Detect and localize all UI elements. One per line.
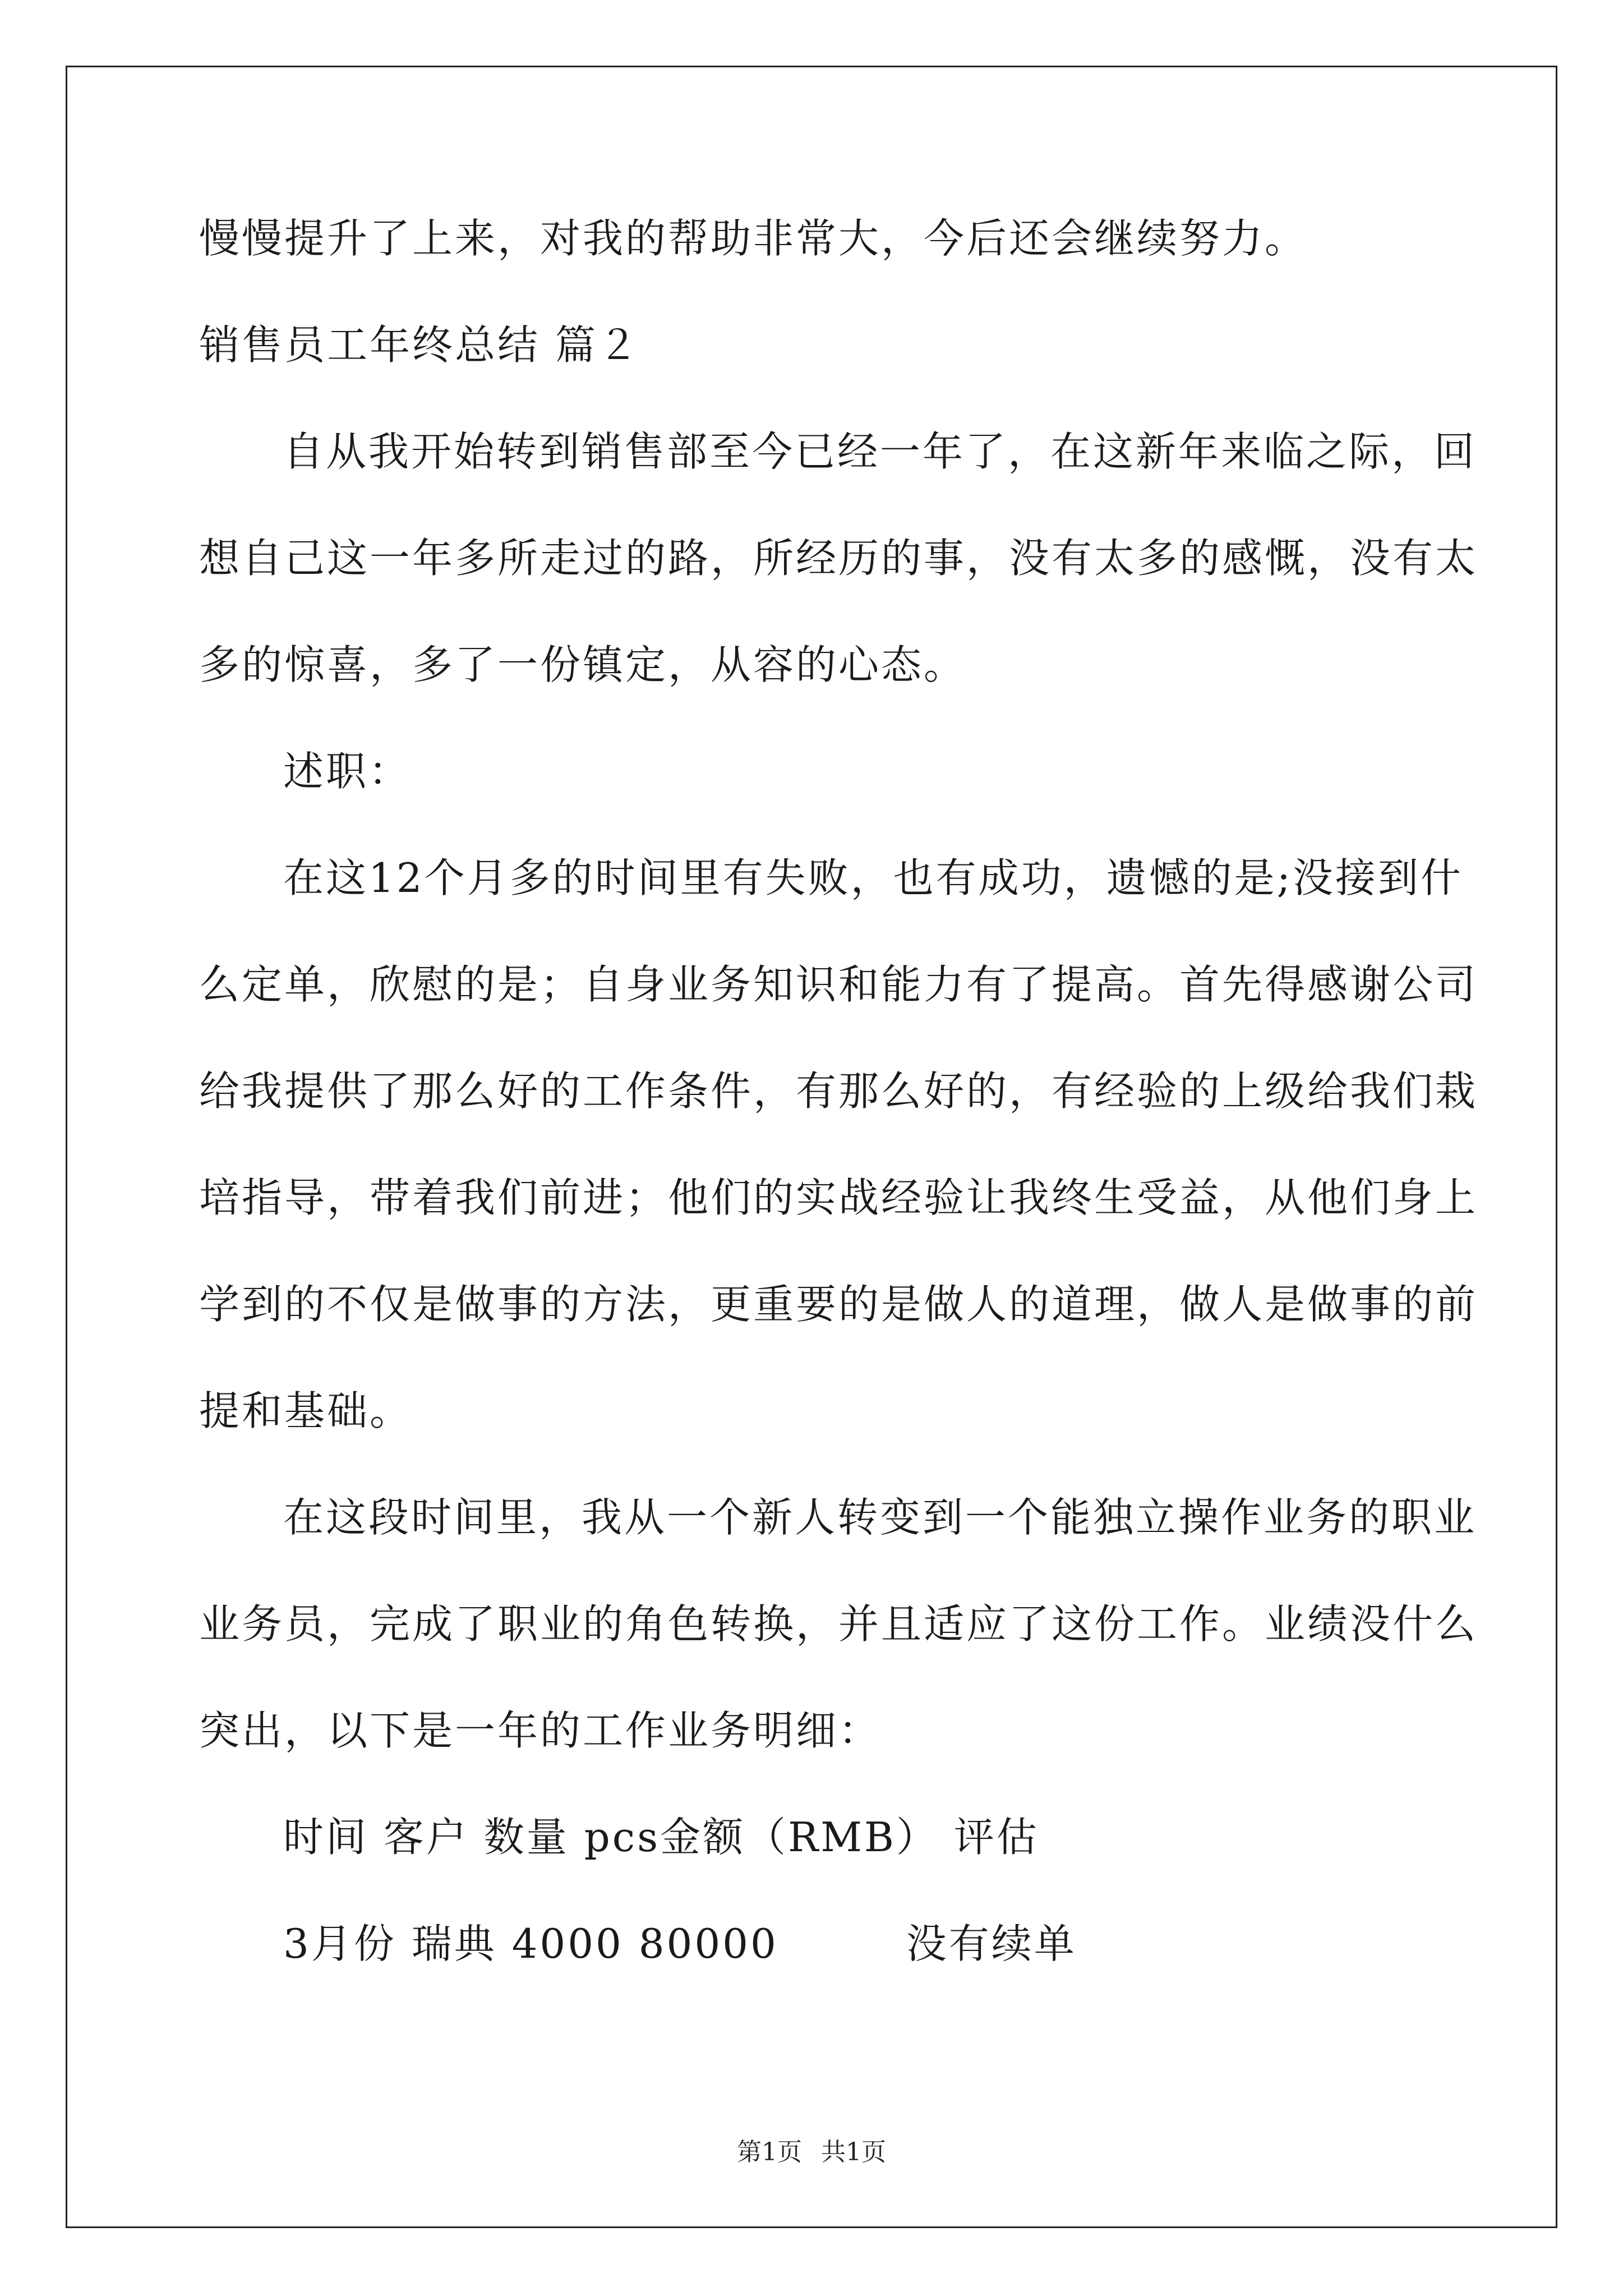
page-border xyxy=(66,66,1557,2228)
page-number: 第1页 xyxy=(737,2138,802,2166)
paragraph-line: 学到的不仅是做事的方法，更重要的是做人的道理，做人是做事的前 xyxy=(199,1281,1478,1328)
section-heading: 销售员工年终总结 篇２ xyxy=(199,321,640,369)
table-row-line: 3月份 瑞典 4000 80000 没有续单 xyxy=(283,1920,1077,1967)
paragraph-line: 培指导，带着我们前进；他们的实战经验让我终生受益，从他们身上 xyxy=(199,1174,1478,1221)
page-total: 共1页 xyxy=(821,2138,886,2166)
paragraph-line: 突出，以下是一年的工作业务明细： xyxy=(199,1707,882,1754)
paragraph-line: 自从我开始转到销售部至今已经一年了，在这新年来临之际，回 xyxy=(283,428,1477,475)
paragraph-line: 慢慢提升了上来，对我的帮助非常大，今后还会继续努力。 xyxy=(199,215,1308,262)
paragraph-line: 在这段时间里，我从一个新人转变到一个能独立操作业务的职业 xyxy=(283,1494,1477,1541)
paragraph-line: 么定单，欣慰的是；自身业务知识和能力有了提高。首先得感谢公司 xyxy=(199,961,1478,1008)
paragraph-line: 业务员，完成了职业的角色转换，并且适应了这份工作。业绩没什么 xyxy=(199,1600,1478,1648)
table-header-line: 时间 客户 数量 pcs金额（RMB） 评估 xyxy=(283,1814,1039,1861)
paragraph-line: 在这12个月多的时间里有失败，也有成功，遗憾的是;没接到什 xyxy=(283,854,1463,901)
paragraph-line: 多的惊喜，多了一份镇定，从容的心态。 xyxy=(199,641,967,688)
paragraph-line: 给我提供了那么好的工作条件，有那么好的，有经验的上级给我们栽 xyxy=(199,1068,1478,1115)
paragraph-line: 提和基础。 xyxy=(199,1387,413,1434)
paragraph-line: 想自己这一年多所走过的路，所经历的事，没有太多的感慨，没有太 xyxy=(199,535,1478,582)
paragraph-line: 述职： xyxy=(283,748,412,795)
page-footer xyxy=(0,2132,1623,2168)
